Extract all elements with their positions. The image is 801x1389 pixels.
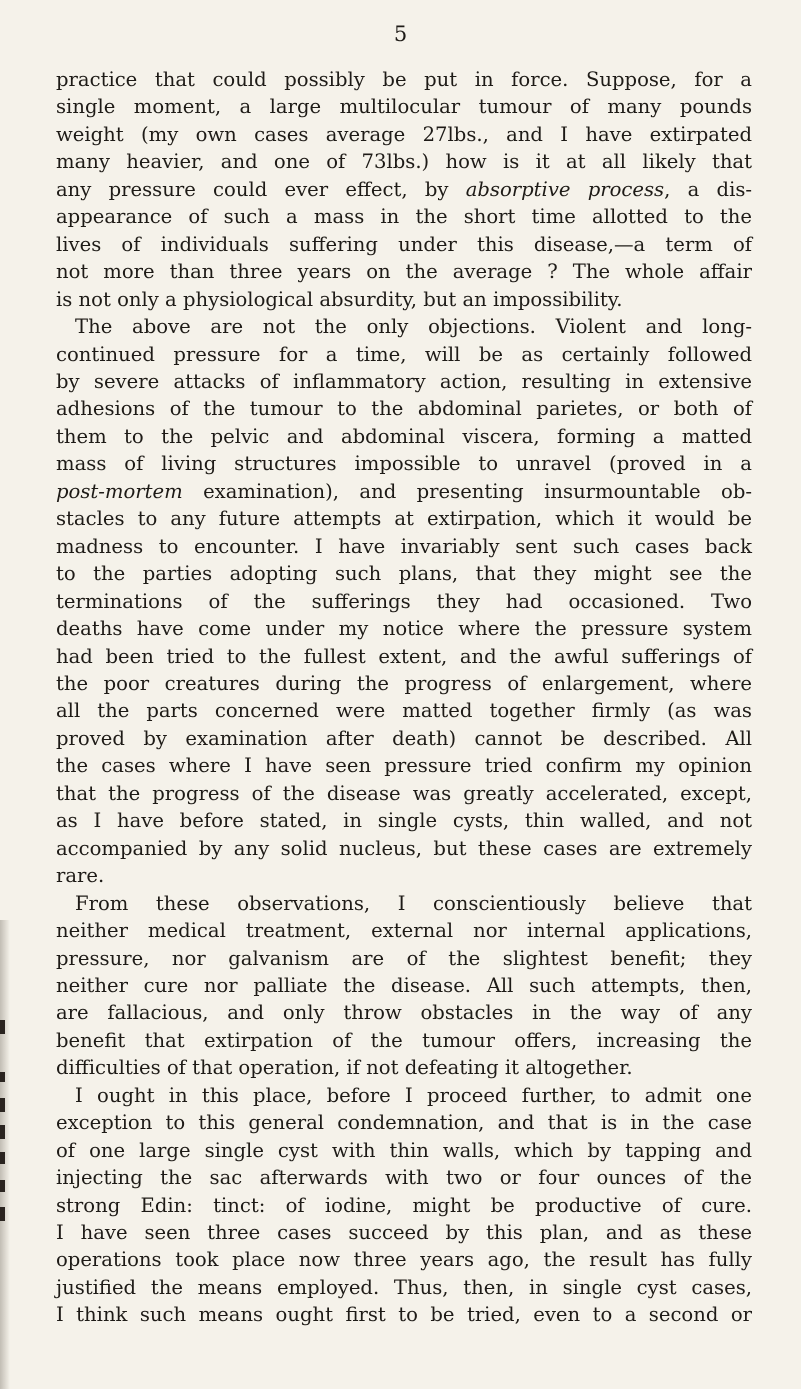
- text-line: operations took place now three years ago, the result has fully: [56, 1248, 752, 1272]
- text-line: to the parties adopting such plans, that they might see the: [56, 562, 752, 586]
- text-line: single moment, a large multilocular tumour of many pounds: [56, 95, 752, 119]
- text-line: of one large single cyst with thin walls, which by tapping and: [56, 1138, 752, 1162]
- text-line: The above are not the only objections. Violent and long-: [75, 315, 752, 339]
- text-line: proved by examination after death) cannot be described. All: [56, 726, 752, 750]
- text-line: exception to this general condemnation, and that is in the case: [56, 1111, 752, 1135]
- text-line: rare.: [56, 864, 105, 888]
- text-line: lives of individuals suffering under this disease,—a term of: [56, 232, 752, 256]
- text-line: injecting the sac afterwards with two or four ounces of the: [56, 1166, 752, 1190]
- text-line: justified the means employed. Thus, then, in single cyst cases,: [56, 1275, 752, 1299]
- text-line: by severe attacks of inflammatory action, resulting in extensive: [56, 369, 752, 393]
- text-line: not more than three years on the average ? The whole affair: [56, 260, 752, 284]
- text-line: mass of living structures impossible to unravel (proved in a: [56, 452, 752, 476]
- text-line: weight (my own cases average 27lbs., and I have extirpated: [56, 122, 752, 146]
- text-line: continued pressure for a time, will be as certainly followed: [56, 342, 752, 366]
- text-line: the cases where I have seen pressure tried confirm my opinion: [56, 754, 752, 778]
- text-line: pressure, nor galvanism are of the slightest benefit; they: [56, 946, 752, 970]
- binding-gutter-mark: [0, 1072, 5, 1082]
- text-line: terminations of the sufferings they had occasioned. Two: [56, 589, 752, 613]
- text-line: benefit that extirpation of the tumour offers, increasing the: [56, 1028, 752, 1052]
- page-number: 5: [393, 22, 408, 46]
- text-line: them to the pelvic and abdominal viscera, forming a matted: [56, 424, 752, 448]
- text-line: that the progress of the disease was greatly accelerated, except,: [56, 781, 752, 805]
- text-line: adhesions of the tumour to the abdominal parietes, or both of: [56, 397, 752, 421]
- emphasis: post-mortem: [56, 479, 183, 503]
- emphasis: absorptive process: [465, 177, 665, 201]
- binding-gutter-mark: [0, 1152, 5, 1164]
- text-line: I think such means ought first to be tried, even to a second or: [56, 1303, 752, 1327]
- body-text: [56, 66, 752, 1329]
- text-line: neither cure nor palliate the disease. All such attempts, then,: [56, 973, 752, 997]
- text-line: many heavier, and one of 73lbs.) how is it at all likely that: [56, 150, 752, 174]
- text-line: stacles to any future attempts at extirpation, which it would be: [56, 507, 752, 531]
- text-line: any pressure could ever effect, by absorptive process, a dis-: [56, 177, 753, 201]
- text-line: all the parts concerned were matted together firmly (as was: [56, 699, 752, 723]
- text-line: From these observations, I conscientiously believe that: [75, 891, 752, 915]
- text-line: appearance of such a mass in the short time allotted to the: [56, 205, 752, 229]
- text-line: post-mortem examination), and presenting insurmountable ob-: [56, 479, 752, 503]
- text-line: strong Edin: tinct: of iodine, might be productive of cure.: [56, 1193, 752, 1217]
- text-line: madness to encounter. I have invariably sent such cases back: [56, 534, 752, 558]
- text-line: the poor creatures during the progress of enlargement, where: [56, 671, 752, 695]
- binding-gutter-mark: [0, 1098, 5, 1112]
- text-line: practice that could possibly be put in force. Suppose, for a: [56, 68, 752, 91]
- binding-gutter-mark: [0, 1207, 5, 1221]
- binding-gutter-mark: [0, 1180, 5, 1192]
- text-line: I ought in this place, before I proceed further, to admit one: [75, 1083, 752, 1107]
- text-line: is not only a physiological absurdity, but an impossibility.: [56, 287, 623, 311]
- text-line: accompanied by any solid nucleus, but these cases are extremely: [56, 836, 752, 860]
- text-line: are fallacious, and only throw obstacles in the way of any: [56, 1001, 752, 1025]
- text-line: deaths have come under my notice where the pressure system: [56, 617, 752, 641]
- binding-gutter-mark: [0, 1020, 5, 1034]
- text-line: I have seen three cases succeed by this plan, and as these: [56, 1221, 752, 1245]
- text-line: as I have before stated, in single cysts, thin walled, and not: [56, 809, 752, 833]
- text-line: neither medical treatment, external nor internal applications,: [56, 919, 752, 943]
- binding-gutter-mark: [0, 1125, 5, 1139]
- text-line: difficulties of that operation, if not defeating it altogether.: [56, 1056, 633, 1080]
- text-line: had been tried to the fullest extent, and the awful sufferings of: [56, 644, 752, 668]
